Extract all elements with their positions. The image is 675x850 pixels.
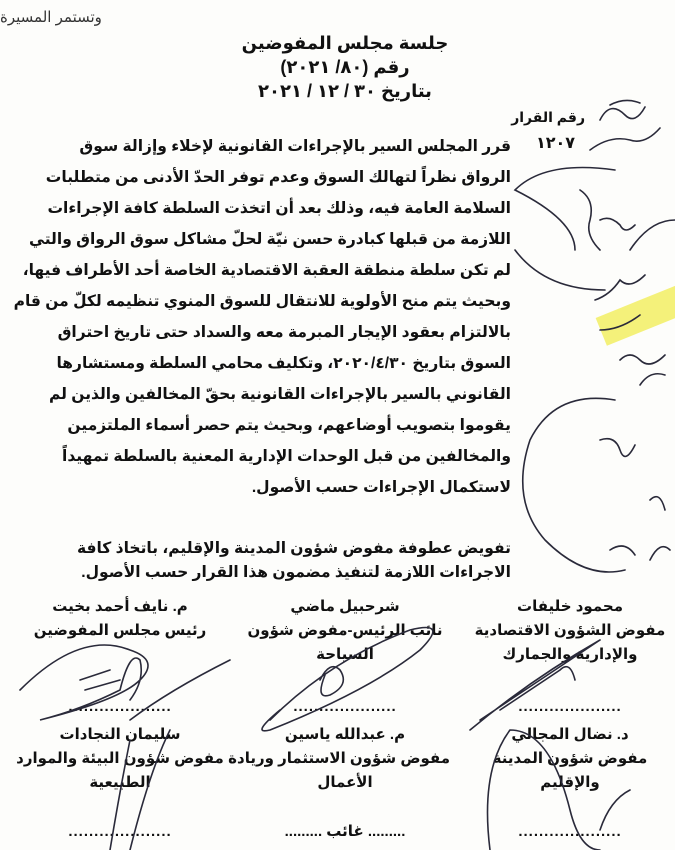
signature-line: .................... <box>68 823 172 840</box>
paragraph-line: بالالتزام بعقود الإيجار المبرمة معه والسداد حتى تاريخ احتراق <box>57 324 511 341</box>
margin-note-ink <box>580 190 675 250</box>
signature-line: .................... <box>293 698 397 715</box>
margin-note-ink <box>590 100 660 150</box>
paragraph-line: وبحيث يتم منح الأولوية للانتقال للسوق المنوي تنظيمه لكلّ من قام <box>13 293 511 310</box>
paragraph-line: السلامة العامة فيه، وذلك بعد أن اتخذت السلطة كافة الإجراءات <box>47 200 511 217</box>
signatory <box>15 595 225 667</box>
signatory-name: شرحبيل ماضي <box>290 598 400 615</box>
decision-number-label: رقم القرار <box>511 109 585 125</box>
signatory-title: الأعمال <box>317 774 373 791</box>
margin-bracket <box>515 168 615 291</box>
signatory-name: سليمان النجادات <box>59 726 181 743</box>
paragraph-line: القانوني بالسير بالإجراءات القانونية بحقّ المخالفين والذين لم <box>48 386 511 403</box>
signatory <box>240 595 450 667</box>
paragraph-line: الرواق نظراً لتهالك السوق وعدم توفر الحدّ الأدنى من متطلبات <box>45 169 511 186</box>
session-number: رقم (٨٠/ ٢٠٢١) <box>280 57 410 77</box>
signatory-title: مفوض شؤون الاستثمار وريادة <box>228 750 450 767</box>
signatory <box>465 723 675 795</box>
signature-line: .................... <box>68 698 172 715</box>
paragraph-line: تفويض عطوفة مفوض شؤون المدينة والإقليم، باتخاذ كافة <box>76 540 511 557</box>
signatory-title: مفوض شؤون المدينة <box>492 750 648 767</box>
signatory <box>465 595 675 667</box>
paragraph-line: يقوموا بتصويب أوضاعهم، وبحيث يتم حصر أسماء الملتزمين <box>67 417 511 434</box>
signature-line: ......... غائب ......... <box>284 823 406 840</box>
margin-bracket <box>523 398 625 572</box>
decision-number: ١٢٠٧ <box>535 135 575 152</box>
paragraph-line: اللازمة من قبلها كبادرة حسن نيّة لحلّ مشاكل سوق الرواق والتي <box>29 231 511 248</box>
paragraph-line: لاستكمال الإجراءات حسب الأصول. <box>251 479 511 496</box>
highlighter-mark <box>596 284 675 346</box>
signatory-title: مفوض الشؤون الاقتصادية <box>474 622 666 639</box>
signatory-name: د. نضال المجالي <box>511 726 629 743</box>
signatory-title: والإدارية والجمارك <box>502 646 638 663</box>
margin-note-ink <box>600 439 670 560</box>
signatory-title: الطبيعية <box>89 774 151 791</box>
signatory-name: م. عبدالله ياسين <box>284 726 406 743</box>
paragraph-line: قرر المجلس السير بالإجراءات القانونية لإخلاء وإزالة سوق <box>79 138 511 155</box>
signatory-title: السياحة <box>316 646 374 663</box>
paragraph-line: السوق بتاريخ ٢٠٢٠/٤/٣٠، وتكليف محامي السلطة ومستشارها <box>56 355 511 372</box>
signatory <box>228 723 450 795</box>
signatory-title: والإقليم <box>540 774 600 791</box>
signatory <box>15 723 225 795</box>
signature-line: .................... <box>518 698 622 715</box>
signatory-title: نائب الرئيس-مفوض شؤون <box>247 622 443 639</box>
slogan: وتستمر المسيرة <box>0 9 102 26</box>
paragraph-line: لم تكن سلطة منطقة العقبة الاقتصادية الخاصة أحد الأطراف فيها، <box>22 262 511 279</box>
paragraph-line: والمخالفين من قبل الوحدات الإدارية المعنية بالسلطة تمهيداً <box>62 448 511 465</box>
signatory-name: م. نايف أحمد بخيت <box>52 598 188 615</box>
signatory-title: رئيس مجلس المفوضين <box>33 622 207 639</box>
session-date: بتاريخ ٣٠ / ١٢ / ٢٠٢١ <box>258 81 432 101</box>
paragraph-line: الاجراءات اللازمة لتنفيذ مضمون هذا القرار حسب الأصول. <box>81 564 511 581</box>
signatory-title: مفوض شؤون البيئة والموارد <box>16 750 224 767</box>
signatory-name: محمود خليفات <box>517 598 623 615</box>
signature-line: .................... <box>518 823 622 840</box>
session-title: جلسة مجلس المفوضين <box>241 33 449 53</box>
